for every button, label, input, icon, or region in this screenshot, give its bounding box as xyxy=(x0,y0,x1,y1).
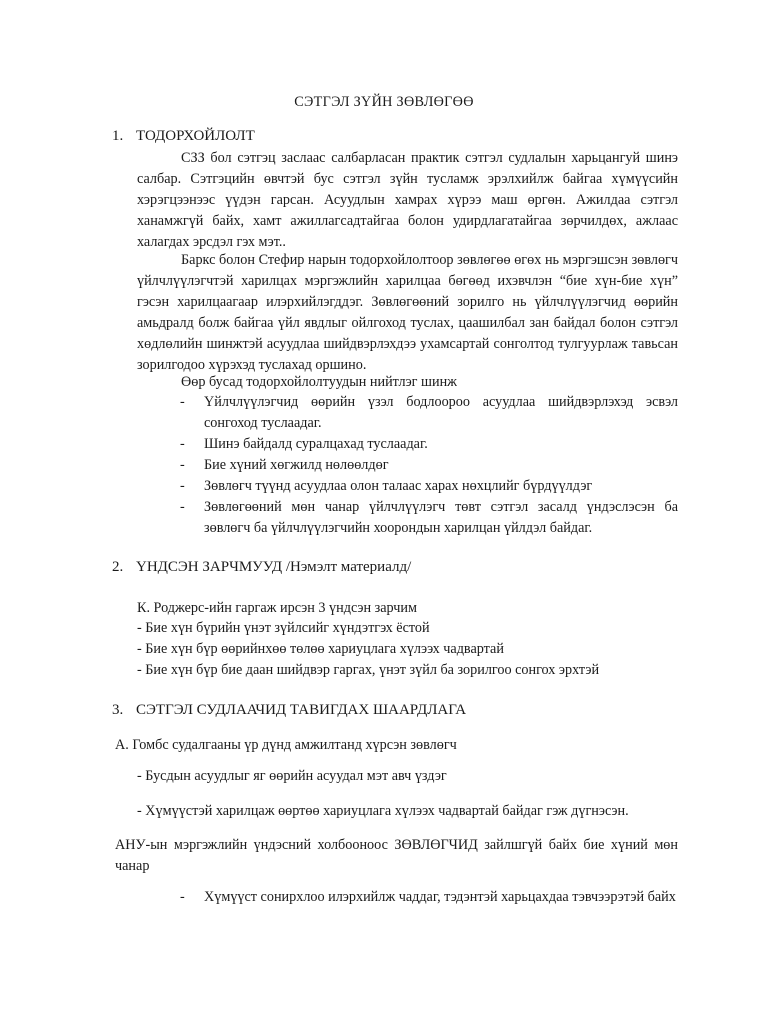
section-1-heading xyxy=(112,126,255,147)
bullet-dash: - xyxy=(180,478,185,494)
section-1-bullet-list xyxy=(180,392,678,539)
list-item: - Үйлчлүүлэгчид өөрийн үзэл бодлоороо асуудлаа шийдвэрлэхэд эсвэл сонгоход туслаадаг. xyxy=(180,394,678,431)
section-2-intro: К. Роджерс-ийн гаргаж ирсэн 3 үндсэн зарчим xyxy=(137,600,418,616)
section-2-heading xyxy=(112,557,411,578)
list-item: - Зөвлөгөөний мөн чанар үйлчлүүлэгч төвт сэтгэл засалд үндэслэсэн ба зөвлөгч ба үйлчлүүлэгчийн хоорондын харилцан үйлдэл байдаг. xyxy=(180,499,678,536)
page-title: СЭТГЭЛ ЗҮЙН ЗӨВЛӨГӨӨ xyxy=(294,94,474,110)
section-3-note: АНУ-ын мэргэжлийн үндэсний холбооноос ЗӨВЛӨГЧИД зайлшгүй байх бие хүний мөн чанар xyxy=(115,837,678,874)
section-2-line-1: - Бие хүн бүрийн үнэт зүйлсийг хүндэтгэх ёстой xyxy=(137,620,430,636)
section-2-title: ҮНДСЭН ЗАРЧМУУД /Нэмэлт материалд/ xyxy=(136,559,412,575)
section-1-number: 1. xyxy=(112,128,124,144)
bullet-dash: - xyxy=(180,394,185,410)
list-item: - Шинэ байдалд суралцахад туслаадаг. xyxy=(180,434,678,455)
bullet-dash: - xyxy=(180,499,185,515)
section-3-bullet-list xyxy=(180,887,678,908)
section-2-number: 2. xyxy=(112,559,124,575)
section-3-line-2: - Хүмүүстэй харилцаж өөртөө хариуцлага хүлээх чадвартай байдаг гэж дүгнэсэн. xyxy=(137,803,629,819)
section-1-paragraph-3: Өөр бусад тодорхойлолтуудын нийтлэг шинж xyxy=(181,374,457,390)
bullet-dash: - xyxy=(180,889,185,905)
section-1-paragraph-1: СЗЗ бол сэтгэц заслаас салбарласан практик сэтгэл судлалын харьцангуй шинэ салбар. Сэтгэцийн өвчтэй бус сэтгэл зүйн тусламж эрэлхийлж байгаа хүмүүсийн хэрэгцээнээс үүдэн гарсан. Асуудлын хамрах хүрээ маш өргөн. Ажилдаа сэтгэл ханамжгүй байх, хамт ажиллагсадтайгаа болон удирдлагатайгаа зөрчилдөх, ажлаас халагдах эрсдэл гэх мэт.. xyxy=(137,150,678,250)
section-1-paragraph-2: Баркс болон Стефир нарын тодорхойлолтоор зөвлөгөө өгөх нь мэргэшсэн зөвлөгч үйлчлүүлэгчтэй харилцах мэргэжлийн харилцаа бөгөөд ихэвчлэн “бие хүн-бие хүн” гэсэн харилцаагаар илэрхийлэгддэг. Зөвлөгөөний зорилго нь үйлчлүүлэгчид өөрийн амьдралд болж байгаа үйл явдлыг ойлгоход туслах, цаашилбал зан байдал болон сэтгэл хөдлөлийн шинжтэй асуудлаа шийдвэрлэхдээ ухамсартай сонголтод тулгуурлаж тавьсан зорилгодоо хүрэхэд туслахад оршино. xyxy=(137,252,678,373)
section-1-title: ТОДОРХОЙЛОЛТ xyxy=(136,128,255,144)
section-3-intro: А. Гомбс судалгааны үр дүнд амжилтанд хүрсэн зөвлөгч xyxy=(115,737,457,753)
section-3-line-1: - Бусдын асуудлыг яг өөрийн асуудал мэт авч үздэг xyxy=(137,768,447,784)
bullet-dash: - xyxy=(180,436,185,452)
section-2-line-2: - Бие хүн бүр өөрийнхөө төлөө хариуцлага хүлээх чадвартай xyxy=(137,641,504,657)
section-3-heading xyxy=(112,700,466,721)
section-3-number: 3. xyxy=(112,702,124,718)
section-3-title: СЭТГЭЛ СУДЛААЧИД ТАВИГДАХ ШААРДЛАГА xyxy=(136,702,467,718)
list-item: - Бие хүний хөгжилд нөлөөлдөг xyxy=(180,455,678,476)
bullet-dash: - xyxy=(180,457,185,473)
section-2-line-3: - Бие хүн бүр бие даан шийдвэр гаргах, үнэт зүйл ба зорилгоо сонгох эрхтэй xyxy=(137,662,600,678)
list-item: - Хүмүүст сонирхлоо илэрхийлж чаддаг, тэдэнтэй харьцахдаа тэвчээрэтэй байх xyxy=(180,887,678,908)
list-item: - Зөвлөгч түүнд асуудлаа олон талаас харах нөхцлийг бүрдүүлдэг xyxy=(180,476,678,497)
